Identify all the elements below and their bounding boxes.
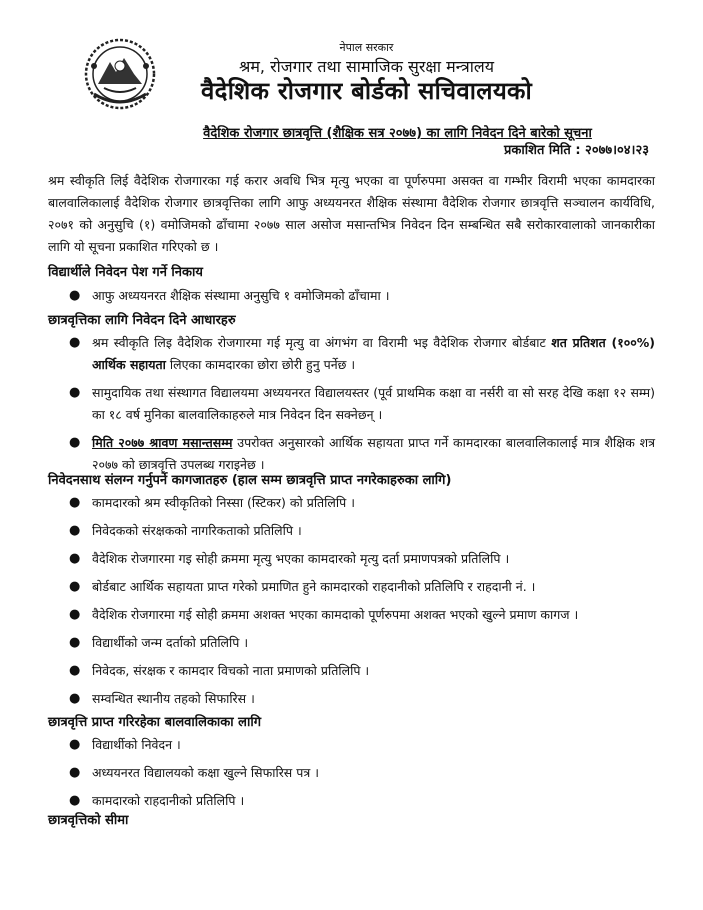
list-item: ● निवेदक, संरक्षक र कामदार विचको नाता प्रमाणको प्रतिलिपि । — [62, 660, 655, 682]
bullet-icon: ● — [69, 385, 81, 400]
required-documents-list — [62, 492, 655, 716]
bullet-icon: ● — [69, 551, 81, 566]
ministry-name: श्रम, रोजगार तथा सामाजिक सुरक्षा मन्त्रालय — [239, 57, 494, 76]
list-item: ● कामदारको राहदानीको प्रतिलिपि । — [62, 790, 655, 812]
eligibility-list — [62, 332, 655, 482]
bullet-icon: ● — [69, 435, 81, 450]
bullet-icon: ● — [69, 793, 81, 808]
section-heading-submission-body: विद्यार्थीले निवेदन पेश गर्ने निकाय — [48, 265, 203, 280]
section-heading-required-documents: निवेदनसाथ संलग्न गर्नुपर्ने कागजातहरु (हाल सम्म छात्रवृत्ति प्राप्त नगरेकाहरुका लागि) — [48, 473, 452, 488]
section-heading-eligibility: छात्रवृत्तिका लागि निवेदन दिने आधारहरु — [48, 313, 236, 328]
government-label: नेपाल सरकार — [339, 41, 394, 54]
bullet-icon: ● — [69, 495, 81, 510]
bullet-icon: ● — [69, 765, 81, 780]
list-item: ● सम्वन्धित स्थानीय तहको सिफारिस । — [62, 688, 655, 710]
bullet-icon: ● — [69, 663, 81, 678]
list-item: ● अध्ययनरत विद्यालयको कक्षा खुल्ने सिफारिस पत्र । — [62, 762, 655, 784]
bullet-icon: ● — [69, 288, 81, 303]
list-item: ● विद्यार्थीको निवेदन । — [62, 734, 655, 756]
bullet-icon: ● — [69, 523, 81, 538]
intro-paragraph: श्रम स्वीकृति लिई वैदेशिक रोजगारका गई करार अवधि भित्र मृत्यु भएका वा पूर्णरुपमा असक्त वा गम्भीर विरामी भएका कामदारका बालवालिकालाई वैदेशिक रोजगार छात्रवृत्तिका लागि आफु अध्ययनरत शैक्षिक संस्थामा वैदेशिक रोजगार छात्रवृत्ति सञ्चालन कार्यविधि, २०७१ को अनुसुचि (१) वमोजिमको ढाँचामा २०७७ साल असोज मसान्तभित्र निवेदन दिन सम्बन्धित सबै सरोकारवालाको जानकारीका लागि यो सूचना प्रकाशित गरिएको छ । — [48, 173, 655, 254]
bullet-icon: ● — [69, 607, 81, 622]
list-item: ● बोर्डबाट आर्थिक सहायता प्राप्त गरेको प्रमाणित हुने कामदारको राहदानीको प्रतिलिपि र राहदानी नं. । — [62, 576, 655, 598]
section-heading-scholarship-limit: छात्रवृत्तिको सीमा — [48, 813, 129, 828]
notice-title: वैदेशिक रोजगार छात्रवृत्ति (शैक्षिक सत्र २०७७) का लागि निवेदन दिने बारेको सूचना — [203, 126, 592, 141]
current-recipients-list — [62, 734, 655, 818]
office-name: वैदेशिक रोजगार बोर्डको सचिवालयको — [201, 77, 532, 105]
deadline-highlight: मिति २०७७ श्रावण मसान्तसम्म — [92, 435, 233, 450]
bullet-icon: ● — [69, 737, 81, 752]
bullet-icon: ● — [69, 635, 81, 650]
list-item: ● सामुदायिक तथा संस्थागत विद्यालयमा अध्ययनरत विद्यालयस्तर (पूर्व प्राथमिक कक्षा वा नर्सरी वा सो सरह देखि कक्षा १२ सम्म) का १८ वर्ष मुनिका बालवालिकाहरुले मात्र निवेदन दिन सक्नेछन् । — [62, 382, 655, 426]
section-heading-current-recipients: छात्रवृत्ति प्राप्त गरिरहेका बालवालिकाका लागि — [48, 715, 262, 730]
list-item: ● आफु अध्ययनरत शैक्षिक संस्थामा अनुसुचि १ वमोजिमको ढाँचामा । — [62, 285, 655, 307]
list-item: ● मिति २०७७ श्रावण मसान्तसम्म उपरोक्त अनुसारको आर्थिक सहायता प्राप्त गर्ने कामदारका बालवालिकालाई मात्र शैक्षिक शत्र २०७७ को छात्रवृत्ति उपलब्ध गराइनेछ । — [62, 432, 655, 476]
bullet-icon: ● — [69, 579, 81, 594]
list-item: ● कामदारको श्रम स्वीकृतिको निस्सा (स्टिकर) को प्रतिलिपि । — [62, 492, 655, 514]
list-item: ● विद्यार्थीको जन्म दर्ताको प्रतिलिपि । — [62, 632, 655, 654]
list-item: ● निवेदकको संरक्षकको नागरिकताको प्रतिलिपि । — [62, 520, 655, 542]
list-item: ● श्रम स्वीकृति लिइ वैदेशिक रोजगारमा गई मृत्यु वा अंगभंग वा विरामी भइ वैदेशिक रोजगार बोर्डबाट शत प्रतिशत (१००%) आर्थिक सहायता लिएका कामदारका छोरा छोरी हुनु पर्नेछ । — [62, 332, 655, 376]
submission-body-list — [62, 285, 655, 313]
bullet-icon: ● — [69, 335, 81, 350]
list-item: ● वैदेशिक रोजगारमा गई सोही क्रममा अशक्त भएका कामदाको पूर्णरुपमा अशक्त भएको खुल्ने प्रमाण कागज । — [62, 604, 655, 626]
list-item: ● वैदेशिक रोजगारमा गइ सोही क्रममा मृत्यु भएका कामदारको मृत्यु दर्ता प्रमाणपत्रको प्रतिलिपि । — [62, 548, 655, 570]
bullet-icon: ● — [69, 691, 81, 706]
published-date: प्रकाशित मिति : २०७७।०४।२३ — [504, 143, 649, 158]
full-assistance-highlight: शत प्रतिशत (१००%) आर्थिक सहायता — [92, 335, 655, 372]
